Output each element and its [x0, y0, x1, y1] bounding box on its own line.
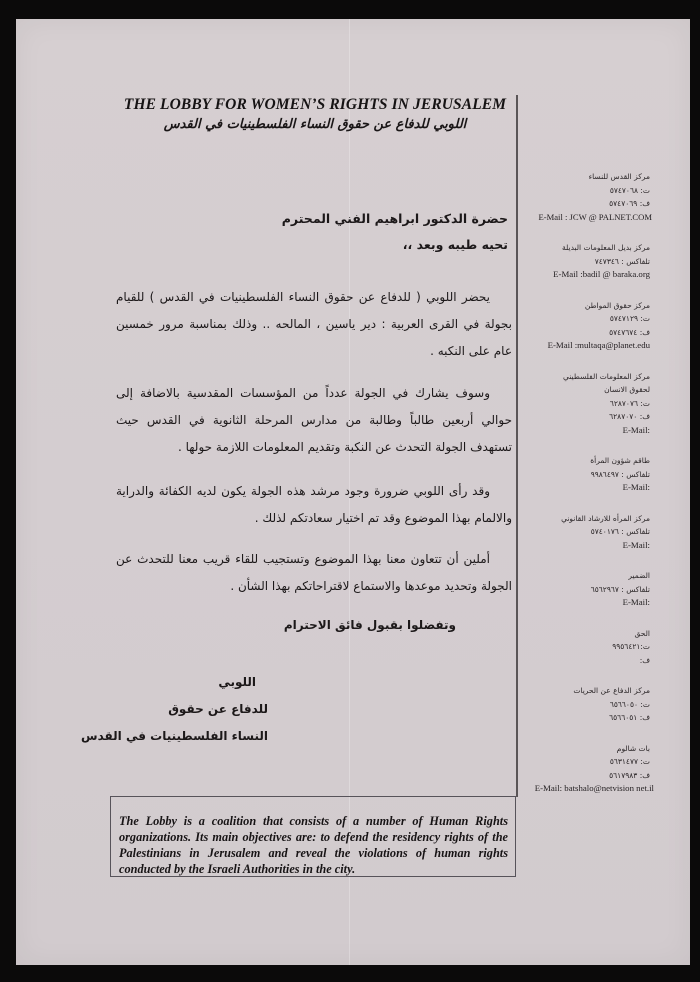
- org-email: E-Mail:: [622, 539, 650, 550]
- paragraph-text: أملين أن تتعاون معنا بهذا الموضوع وتستجيب للقاء قريب معنا للتحدث عن الجولة وتحديد موعدها والاستماع لاقتراحاتكم بهذا الشأن .: [116, 552, 512, 593]
- signature-block: [81, 669, 268, 750]
- signature-line-1: اللوبي: [218, 675, 256, 689]
- contact-org-womens-affairs: [522, 454, 650, 495]
- org-name: بات شالوم: [616, 743, 650, 753]
- paragraph-text: يحضر اللوبي ( للدفاع عن حقوق النساء الفلسطينيات في القدس ) للقيام بجولة في القرى العربية : دير ياسين ، المالحه .. وذلك بمناسبة مرور خمسين عام على النكبه .: [116, 290, 512, 358]
- mission-statement-text: The Lobby is a coalition that consists of a number of Human Rights organizations. Its main objectives are: to defend the residency rights of the Palestinians in Jerusalem and reveal the violations of human rights conducted by the Israeli Authorities in the city.: [119, 814, 508, 876]
- org-email: E-Mail:: [622, 597, 650, 607]
- org-telefax: تلفاكس : ٦٥٦٢٩٦٧: [590, 584, 650, 594]
- org-name: مركز القدس للنساء: [588, 172, 650, 181]
- org-name: مركز بديل المعلومات البديلة: [561, 243, 650, 252]
- letter-paragraph-3: [116, 478, 512, 532]
- contact-org-alhaq: [522, 627, 650, 668]
- org-phone: ت: ٦٢٨٧٠٧٦: [609, 398, 650, 408]
- org-telefax: تلفاكس : ٧٤٧٣٤٦: [594, 256, 650, 266]
- org-email: E-Mail : JCW @ PALNET.COM: [538, 211, 652, 222]
- org-fax: ف: ٥٧٤٧٠٦٩: [609, 199, 650, 208]
- contact-org-addameer: [522, 569, 650, 610]
- paragraph-text: وقد رأى اللوبي ضرورة وجود مرشد هذه الجولة يكون لديه الكفائة والدراية والالمام بهذا الموضوع وقد تم اختيار سعادتكم لذلك .: [116, 484, 512, 525]
- org-email: E-Mail: batshalo@netvision net.il: [534, 783, 654, 793]
- letterhead-title-arabic: اللوبي للدفاع عن حقوق النساء الفلسطينيات في القدس: [163, 117, 467, 132]
- org-name: طاقم شؤون المرأة: [590, 456, 650, 465]
- addressee-line: حضرة الدكتور ابراهيم الفني المحترم: [281, 211, 508, 226]
- letter-paragraph-4: [116, 546, 512, 600]
- org-fax: ف: ٦٢٨٧٠٧٠: [609, 412, 650, 421]
- contact-org-bat-shalom: [522, 742, 654, 796]
- org-fax: ف: ٥٧٤٧٦٧٤: [609, 327, 650, 337]
- paragraph-text: وسوف يشارك في الجولة عدداً من المؤسسات المقدسية بالاضافة إلى حوالي أربعين طالباً وطالبة من مدارس المرحلة الثانوية في القدس حيث تستهدف الجولة التحدث عن النكبة وتقديم المعلومات اللازمة حولها .: [116, 386, 512, 454]
- org-name: مركز المعلومات الفلسطيني: [563, 371, 650, 381]
- org-phone: ت: ٥٧٤٧١٢٩: [609, 314, 650, 323]
- org-phone: ت: ٦٥٦٦٠٥٠: [609, 699, 650, 709]
- org-name: مركز حقوق المواطن: [584, 300, 650, 310]
- letter-paragraph-1: [116, 284, 512, 365]
- org-phone: ت: ٥٦٣١٤٧٧: [609, 757, 650, 766]
- contact-org-human-rights-info: [522, 370, 650, 438]
- greeting-line: تحيه طيبه وبعد ،،: [402, 237, 508, 252]
- member-organizations-column: [522, 170, 654, 813]
- signature-line-2: للدفاع عن حقوق: [168, 702, 268, 716]
- org-fax: ف:: [639, 655, 650, 665]
- org-fax: ف: ٦٥٦٦٠٥١: [609, 713, 650, 722]
- letter-paragraph-2: [116, 380, 512, 461]
- mission-statement-box: [110, 796, 516, 877]
- contact-org-civic-rights: [522, 299, 650, 353]
- salutation-block: [282, 206, 508, 258]
- contact-org-freedoms-defense: [522, 684, 650, 725]
- org-name: مركز الدفاع عن الحريات: [573, 686, 650, 695]
- org-email: E-Mail:: [622, 482, 650, 492]
- closing-line: وتفضلوا بقبول فائق الاحترام: [283, 618, 456, 632]
- org-phone: ت:٩٩٥٦٤٢١: [612, 642, 650, 651]
- org-name: مركز المرأه للارشاد القانوني: [561, 513, 650, 523]
- org-name: الضمير: [628, 571, 650, 580]
- signature-line-3: النساء الفلسطينيات في القدس: [81, 729, 268, 743]
- column-divider-line: [516, 95, 518, 797]
- org-phone: ت: ٥٧٤٧٠٦٨: [609, 185, 650, 195]
- org-name: الحق: [634, 628, 650, 638]
- contact-org-legal-counseling: [522, 512, 650, 553]
- contact-org-badil: [522, 241, 650, 282]
- contact-org-jcw: [522, 170, 650, 224]
- org-fax: ف: ٥٦١٧٩٨٣: [609, 770, 650, 780]
- org-telefax: تلفاكس : ٩٩٨٦٤٩٧: [590, 469, 650, 479]
- org-email: E-Mail :badil @ baraka.org: [553, 269, 650, 279]
- org-email: E-Mail:: [622, 424, 650, 435]
- org-telefax: تلفاكس : ٥٧٤٠١٧٦: [590, 527, 650, 536]
- org-name-cont: لحقوق الانسان: [604, 385, 650, 394]
- letterhead-title-english: THE LOBBY FOR WOMEN’S RIGHTS IN JERUSALEM: [123, 96, 507, 113]
- org-email: E-Mail :multaqa@planet.edu: [547, 340, 650, 350]
